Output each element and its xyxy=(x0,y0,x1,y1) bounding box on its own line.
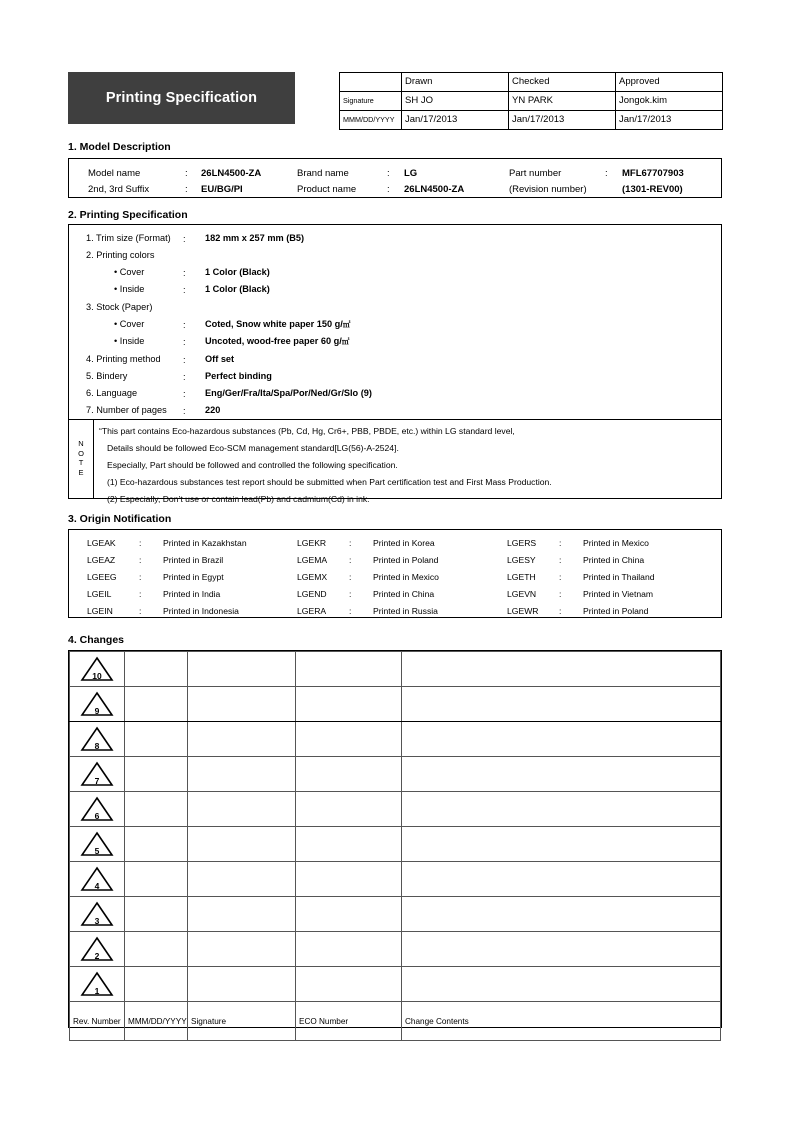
spec-inside-stock-label: • Inside xyxy=(114,336,145,346)
changes-empty-cell[interactable] xyxy=(296,827,402,862)
changes-footer-date: MMM/DD/YYYY xyxy=(125,1002,188,1041)
origin-text: Printed in Vietnam xyxy=(583,589,654,599)
origin-colon: : xyxy=(559,572,562,582)
changes-empty-cell[interactable] xyxy=(125,932,188,967)
origin-text: Printed in Korea xyxy=(373,538,435,548)
changes-footer-change-contents: Change Contents xyxy=(402,1002,721,1041)
revision-marker-cell xyxy=(70,792,125,827)
model-description-grid xyxy=(69,159,721,197)
section-1-heading: 1. Model Description xyxy=(68,141,171,153)
revision-number-text: 5 xyxy=(94,845,100,856)
part-number-label: Part number xyxy=(509,168,562,179)
table-row xyxy=(70,757,721,792)
revision-number-value: (1301-REV00) xyxy=(622,184,683,195)
changes-table-box xyxy=(68,650,722,1028)
changes-empty-cell[interactable] xyxy=(125,897,188,932)
spec-item-5-colon: : xyxy=(183,372,186,382)
spec-cover-colors-colon: : xyxy=(183,268,186,278)
printing-specification-box xyxy=(68,224,722,504)
table-row xyxy=(70,897,721,932)
changes-empty-cell[interactable] xyxy=(296,897,402,932)
origin-text: Printed in Russia xyxy=(373,606,438,616)
origin-colon: : xyxy=(139,538,142,548)
product-name-colon: : xyxy=(387,184,390,195)
note-label xyxy=(74,439,88,477)
note-line: (2) Especially, Don’t use or contain lead(Pb) and cadmium(Cd) in ink. xyxy=(107,494,370,504)
table-row xyxy=(70,932,721,967)
origin-code: LGEIL xyxy=(87,589,112,599)
spec-item-7-colon: : xyxy=(183,406,186,416)
origin-code: LGERA xyxy=(297,606,327,616)
origin-notification-box xyxy=(68,529,722,618)
table-row xyxy=(70,862,721,897)
product-name-label: Product name xyxy=(297,184,357,195)
table-row xyxy=(70,1002,721,1041)
spec-item-4-colon: : xyxy=(183,355,186,365)
origin-colon: : xyxy=(139,555,142,565)
changes-empty-cell[interactable] xyxy=(125,827,188,862)
revision-marker-cell xyxy=(70,687,125,722)
origin-colon: : xyxy=(559,555,562,565)
section-4-heading: 4. Changes xyxy=(68,634,125,646)
origin-colon: : xyxy=(349,555,352,565)
changes-empty-cell[interactable] xyxy=(188,897,296,932)
spec-item-6-colon: : xyxy=(183,389,186,399)
origin-colon: : xyxy=(139,606,142,616)
revision-marker-cell xyxy=(70,722,125,757)
revision-number-text: 4 xyxy=(94,880,100,891)
warning-triangle-icon xyxy=(80,901,114,927)
model-description-box xyxy=(68,158,722,198)
origin-code: LGEIN xyxy=(87,606,113,616)
warning-triangle-icon xyxy=(80,691,114,717)
changes-empty-cell[interactable] xyxy=(125,687,188,722)
note-line: Especially, Part should be followed and controlled the following specification. xyxy=(107,460,398,470)
origin-code: LGESY xyxy=(507,555,536,565)
revision-marker-cell xyxy=(70,652,125,687)
changes-empty-cell[interactable] xyxy=(402,862,721,897)
revision-number-label: (Revision number) xyxy=(509,184,587,195)
unit-sqm: ㎡ xyxy=(341,337,350,346)
spec-item-1-value: 182 mm x 257 mm (B5) xyxy=(205,233,305,243)
date-row-label: MMM/DD/YYYY xyxy=(340,111,402,130)
changes-empty-cell[interactable] xyxy=(296,932,402,967)
changes-empty-cell[interactable] xyxy=(188,932,296,967)
warning-triangle-icon xyxy=(80,796,114,822)
origin-code: LGEAK xyxy=(87,538,116,548)
changes-empty-cell[interactable] xyxy=(296,792,402,827)
changes-empty-cell[interactable] xyxy=(125,967,188,1002)
origin-colon: : xyxy=(139,589,142,599)
origin-text: Printed in China xyxy=(583,555,645,565)
origin-text: Printed in Egypt xyxy=(163,572,224,582)
revision-number-text: 7 xyxy=(94,775,100,786)
revision-marker-cell xyxy=(70,897,125,932)
origin-text: Printed in Poland xyxy=(583,606,649,616)
changes-empty-cell[interactable] xyxy=(402,967,721,1002)
origin-text: Printed in India xyxy=(163,589,221,599)
model-name-colon: : xyxy=(185,168,188,179)
spec-item-5-value: Perfect binding xyxy=(205,371,272,381)
spec-inside-colors-colon: : xyxy=(183,285,186,295)
table-row xyxy=(70,792,721,827)
origin-code: LGEAZ xyxy=(87,555,116,565)
origin-code: LGETH xyxy=(507,572,536,582)
changes-table xyxy=(69,651,721,1041)
origin-code: LGEMA xyxy=(297,555,328,565)
changes-empty-cell[interactable] xyxy=(188,967,296,1002)
note-vertical-separator xyxy=(93,419,94,498)
section-3-heading: 3. Origin Notification xyxy=(68,513,172,525)
changes-empty-cell[interactable] xyxy=(402,792,721,827)
document-header xyxy=(68,72,722,128)
brand-name-colon: : xyxy=(387,168,390,179)
changes-empty-cell[interactable] xyxy=(402,827,721,862)
table-row xyxy=(70,722,721,757)
origin-code: LGERS xyxy=(507,538,537,548)
changes-empty-cell[interactable] xyxy=(402,757,721,792)
origin-colon: : xyxy=(559,606,562,616)
changes-empty-cell[interactable] xyxy=(188,722,296,757)
part-number-value: MFL67707903 xyxy=(622,168,684,179)
signature-table xyxy=(339,72,723,130)
signature-col-approved: Approved xyxy=(616,73,723,92)
origin-text: Printed in Thailand xyxy=(583,572,655,582)
origin-code: LGEMX xyxy=(297,572,328,582)
origin-colon: : xyxy=(349,606,352,616)
spec-cover-stock-colon: : xyxy=(183,320,186,330)
note-label-char: T xyxy=(78,458,84,468)
signature-col-checked: Checked xyxy=(509,73,616,92)
date-drawn-value: Jan/17/2013 xyxy=(402,111,509,130)
signature-row-label: Signature xyxy=(340,92,402,111)
model-name-label: Model name xyxy=(88,168,141,179)
warning-triangle-icon xyxy=(80,866,114,892)
warning-triangle-icon xyxy=(80,971,114,997)
spec-inside-stock-value: Uncoted, wood-free paper 60 g/㎡ xyxy=(205,336,350,346)
revision-number-text: 6 xyxy=(94,810,100,821)
changes-empty-cell[interactable] xyxy=(188,862,296,897)
revision-marker-cell xyxy=(70,757,125,792)
changes-footer-signature: Signature xyxy=(188,1002,296,1041)
origin-text: Printed in Mexico xyxy=(373,572,439,582)
origin-colon: : xyxy=(139,572,142,582)
table-row xyxy=(70,967,721,1002)
suffix-label: 2nd, 3rd Suffix xyxy=(88,184,150,195)
table-row xyxy=(70,827,721,862)
product-name-value: 26LN4500-ZA xyxy=(404,184,465,195)
spec-item-6-value: Eng/Ger/Fra/Ita/Spa/Por/Ned/Gr/Slo (9) xyxy=(205,388,372,398)
revision-number-text: 3 xyxy=(94,915,100,926)
origin-colon: : xyxy=(349,572,352,582)
table-row xyxy=(340,92,723,111)
origin-text: Printed in China xyxy=(373,589,435,599)
note-line: “This part contains Eco-hazardous substances (Pb, Cd, Hg, Cr6+, PBB, PBDE, etc.) within LG standard level, xyxy=(99,426,515,436)
changes-empty-cell[interactable] xyxy=(125,722,188,757)
date-checked-value: Jan/17/2013 xyxy=(509,111,616,130)
changes-empty-cell[interactable] xyxy=(402,652,721,687)
spec-item-4-value: Off set xyxy=(205,354,235,364)
spec-item-7-label: 7. Number of pages xyxy=(86,405,167,415)
changes-empty-cell[interactable] xyxy=(402,722,721,757)
origin-code: LGEVN xyxy=(507,589,537,599)
spec-item-5-label: 5. Bindery xyxy=(86,371,128,381)
origin-code: LGEEG xyxy=(87,572,117,582)
changes-empty-cell[interactable] xyxy=(125,652,188,687)
spec-item-4-label: 4. Printing method xyxy=(86,354,161,364)
origin-colon: : xyxy=(559,538,562,548)
changes-empty-cell[interactable] xyxy=(188,827,296,862)
changes-empty-cell[interactable] xyxy=(188,757,296,792)
spec-cover-colors-label: • Cover xyxy=(114,267,145,277)
signature-drawn-value: SH JO xyxy=(402,92,509,111)
spec-item-1-label: 1. Trim size (Format) xyxy=(86,233,171,243)
suffix-value: EU/BG/PI xyxy=(201,184,243,195)
revision-number-text: 2 xyxy=(94,950,100,961)
origin-colon: : xyxy=(559,589,562,599)
revision-marker-cell xyxy=(70,862,125,897)
changes-footer-eco-number: ECO Number xyxy=(296,1002,402,1041)
revision-number-text: 9 xyxy=(94,705,100,716)
table-row xyxy=(70,652,721,687)
origin-colon: : xyxy=(349,538,352,548)
origin-text: Printed in Indonesia xyxy=(163,606,239,616)
table-row xyxy=(340,73,723,92)
changes-empty-cell[interactable] xyxy=(125,792,188,827)
revision-number-text: 8 xyxy=(94,740,100,751)
origin-code: LGEKR xyxy=(297,538,327,548)
changes-empty-cell[interactable] xyxy=(402,897,721,932)
note-line: Details should be followed Eco-SCM management standard[LG(56)-A-2524]. xyxy=(107,443,399,453)
table-row xyxy=(70,687,721,722)
changes-empty-cell[interactable] xyxy=(125,862,188,897)
origin-code: LGEWR xyxy=(507,606,539,616)
origin-text: Printed in Brazil xyxy=(163,555,224,565)
spec-inside-stock-colon: : xyxy=(183,337,186,347)
changes-empty-cell[interactable] xyxy=(296,967,402,1002)
unit-sqm: ㎡ xyxy=(342,320,351,329)
changes-empty-cell[interactable] xyxy=(188,792,296,827)
revision-marker-cell xyxy=(70,932,125,967)
note-line: (1) Eco-hazardous substances test report should be submitted when Part certification test and First Mass Production. xyxy=(107,477,552,487)
origin-code: LGEND xyxy=(297,589,327,599)
revision-marker-cell xyxy=(70,827,125,862)
origin-colon: : xyxy=(349,589,352,599)
note-label-char: E xyxy=(78,467,84,477)
spec-cover-colors-value: 1 Color (Black) xyxy=(205,267,270,277)
changes-empty-cell[interactable] xyxy=(296,722,402,757)
spec-cover-stock-value: Coted, Snow white paper 150 g/㎡ xyxy=(205,319,351,329)
changes-empty-cell[interactable] xyxy=(188,652,296,687)
spec-inside-colors-label: • Inside xyxy=(114,284,145,294)
origin-text: Printed in Mexico xyxy=(583,538,649,548)
spec-cover-stock-label: • Cover xyxy=(114,319,145,329)
warning-triangle-icon xyxy=(80,936,114,962)
page-title xyxy=(68,72,295,124)
spec-item-3-label: 3. Stock (Paper) xyxy=(86,302,153,312)
suffix-colon: : xyxy=(185,184,188,195)
revision-number-text: 1 xyxy=(94,985,100,996)
spec-item-2-label: 2. Printing colors xyxy=(86,250,155,260)
revision-number-text: 10 xyxy=(92,670,102,681)
signature-col-blank xyxy=(340,73,402,92)
signature-checked-value: YN PARK xyxy=(509,92,616,111)
changes-footer-rev-number: Rev. Number xyxy=(70,1002,125,1041)
changes-empty-cell[interactable] xyxy=(402,932,721,967)
note-separator xyxy=(69,419,721,420)
part-number-colon: : xyxy=(605,168,608,179)
changes-empty-cell[interactable] xyxy=(296,652,402,687)
spec-item-7-value: 220 xyxy=(205,405,221,415)
signature-col-drawn: Drawn xyxy=(402,73,509,92)
spec-item-6-label: 6. Language xyxy=(86,388,138,398)
changes-empty-cell[interactable] xyxy=(402,687,721,722)
note-label-char: O xyxy=(78,448,84,458)
warning-triangle-icon xyxy=(80,726,114,752)
signature-approved-value: Jongok.kim xyxy=(616,92,723,111)
warning-triangle-icon xyxy=(80,831,114,857)
changes-empty-cell[interactable] xyxy=(125,757,188,792)
warning-triangle-icon xyxy=(80,761,114,787)
spec-inside-colors-value: 1 Color (Black) xyxy=(205,284,270,294)
page-title-text: Printing Specification xyxy=(105,90,258,106)
changes-empty-cell[interactable] xyxy=(296,862,402,897)
origin-text: Printed in Kazakhstan xyxy=(163,538,247,548)
changes-empty-cell[interactable] xyxy=(296,687,402,722)
warning-triangle-icon xyxy=(80,656,114,682)
revision-marker-cell xyxy=(70,967,125,1002)
note-label-char: N xyxy=(78,439,84,448)
changes-empty-cell[interactable] xyxy=(188,687,296,722)
spec-item-1-colon: : xyxy=(183,234,186,244)
table-row xyxy=(340,111,723,130)
date-approved-value: Jan/17/2013 xyxy=(616,111,723,130)
brand-name-value: LG xyxy=(404,168,418,179)
brand-name-label: Brand name xyxy=(297,168,349,179)
origin-text: Printed in Poland xyxy=(373,555,439,565)
changes-empty-cell[interactable] xyxy=(296,757,402,792)
model-name-value: 26LN4500-ZA xyxy=(201,168,262,179)
section-2-heading: 2. Printing Specification xyxy=(68,209,188,221)
